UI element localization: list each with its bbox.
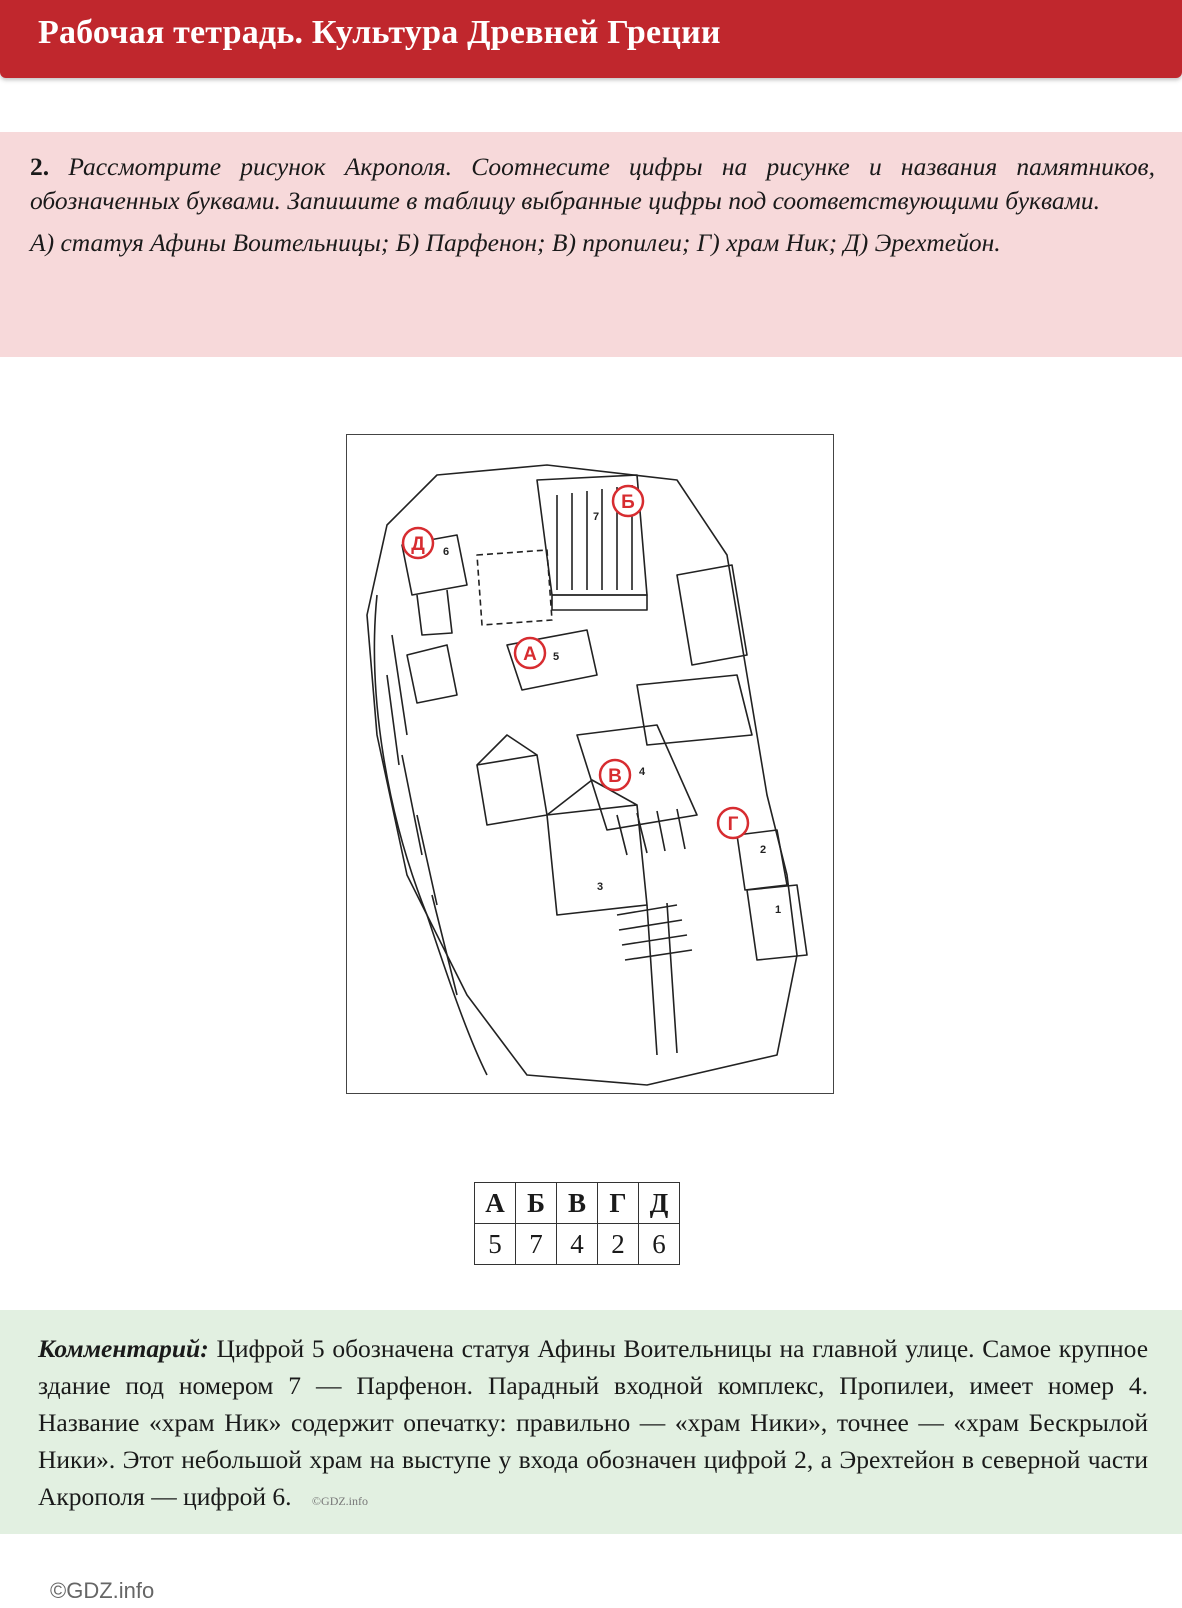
answer-header-v: В — [557, 1183, 598, 1224]
answer-value-v: 4 — [557, 1224, 598, 1265]
header-bar — [0, 0, 1182, 78]
building-number-5: 5 — [553, 651, 560, 663]
building-number-2: 2 — [760, 844, 767, 856]
answer-table — [474, 1182, 680, 1265]
answer-value-b: 7 — [516, 1224, 557, 1265]
comment-label: Комментарий: — [38, 1334, 209, 1363]
marker-d — [403, 528, 433, 558]
page-title: Рабочая тетрадь. Культура Древней Греции — [38, 14, 721, 51]
answer-value-g: 2 — [598, 1224, 639, 1265]
marker-b — [613, 486, 643, 516]
marker-a-label: А — [523, 644, 537, 665]
comment-body: Цифрой 5 обозначена статуя Афины Воительницы на главной улице. Самое крупное здание под номером 7 — Парфенон. Парадный входной комплекс, Пропилеи, имеет номер 4. Название «храм Ник» содержит опечатку: правильно — «храм Ники», точнее — «храм Бескрылой Ники». Этот небольшой храм на выступе у входа обозначен цифрой 2, а Эрехтейон в северной части Акрополя — цифрой 6. — [38, 1334, 1149, 1511]
acropolis-drawing — [347, 435, 833, 1093]
task-number: 2. — [30, 152, 50, 181]
answer-header-g: Г — [598, 1183, 639, 1224]
answer-table-value-row — [475, 1224, 680, 1265]
answer-value-d: 6 — [639, 1224, 680, 1265]
task-instruction — [30, 150, 1155, 218]
footer-watermark: ©GDZ.info — [50, 1578, 155, 1603]
marker-d-label: Д — [411, 534, 425, 555]
task-text — [30, 150, 1155, 260]
building-number-6: 6 — [443, 546, 450, 558]
inline-watermark: ©GDZ.info — [311, 1494, 369, 1508]
marker-a — [515, 638, 545, 668]
marker-v — [600, 760, 630, 790]
building-number-7: 7 — [593, 511, 600, 523]
marker-v-label: В — [608, 766, 622, 787]
answer-header-a: А — [475, 1183, 516, 1224]
building-number-3: 3 — [597, 881, 604, 893]
building-number-4: 4 — [639, 766, 646, 778]
marker-g — [718, 808, 748, 838]
answer-table-header-row — [475, 1183, 680, 1224]
answer-header-d: Д — [639, 1183, 680, 1224]
answer-header-b: Б — [516, 1183, 557, 1224]
task-options: А) статуя Афины Воительницы; Б) Парфенон; В) пропилеи; Г) храм Ник; Д) Эрехтейон. — [30, 228, 1001, 257]
answer-value-a: 5 — [475, 1224, 516, 1265]
building-number-1: 1 — [775, 904, 782, 916]
acropolis-figure — [346, 434, 834, 1094]
comment-text — [38, 1330, 1148, 1520]
marker-b-label: Б — [621, 492, 635, 513]
marker-g-label: Г — [727, 814, 739, 835]
task-instruction-text: Рассмотрите рисунок Акрополя. Соотнесите цифры на рисунке и названия памятников, обозначенных буквами. Запишите в таблицу выбранные цифры под соответствующими буквами. — [30, 152, 1155, 215]
